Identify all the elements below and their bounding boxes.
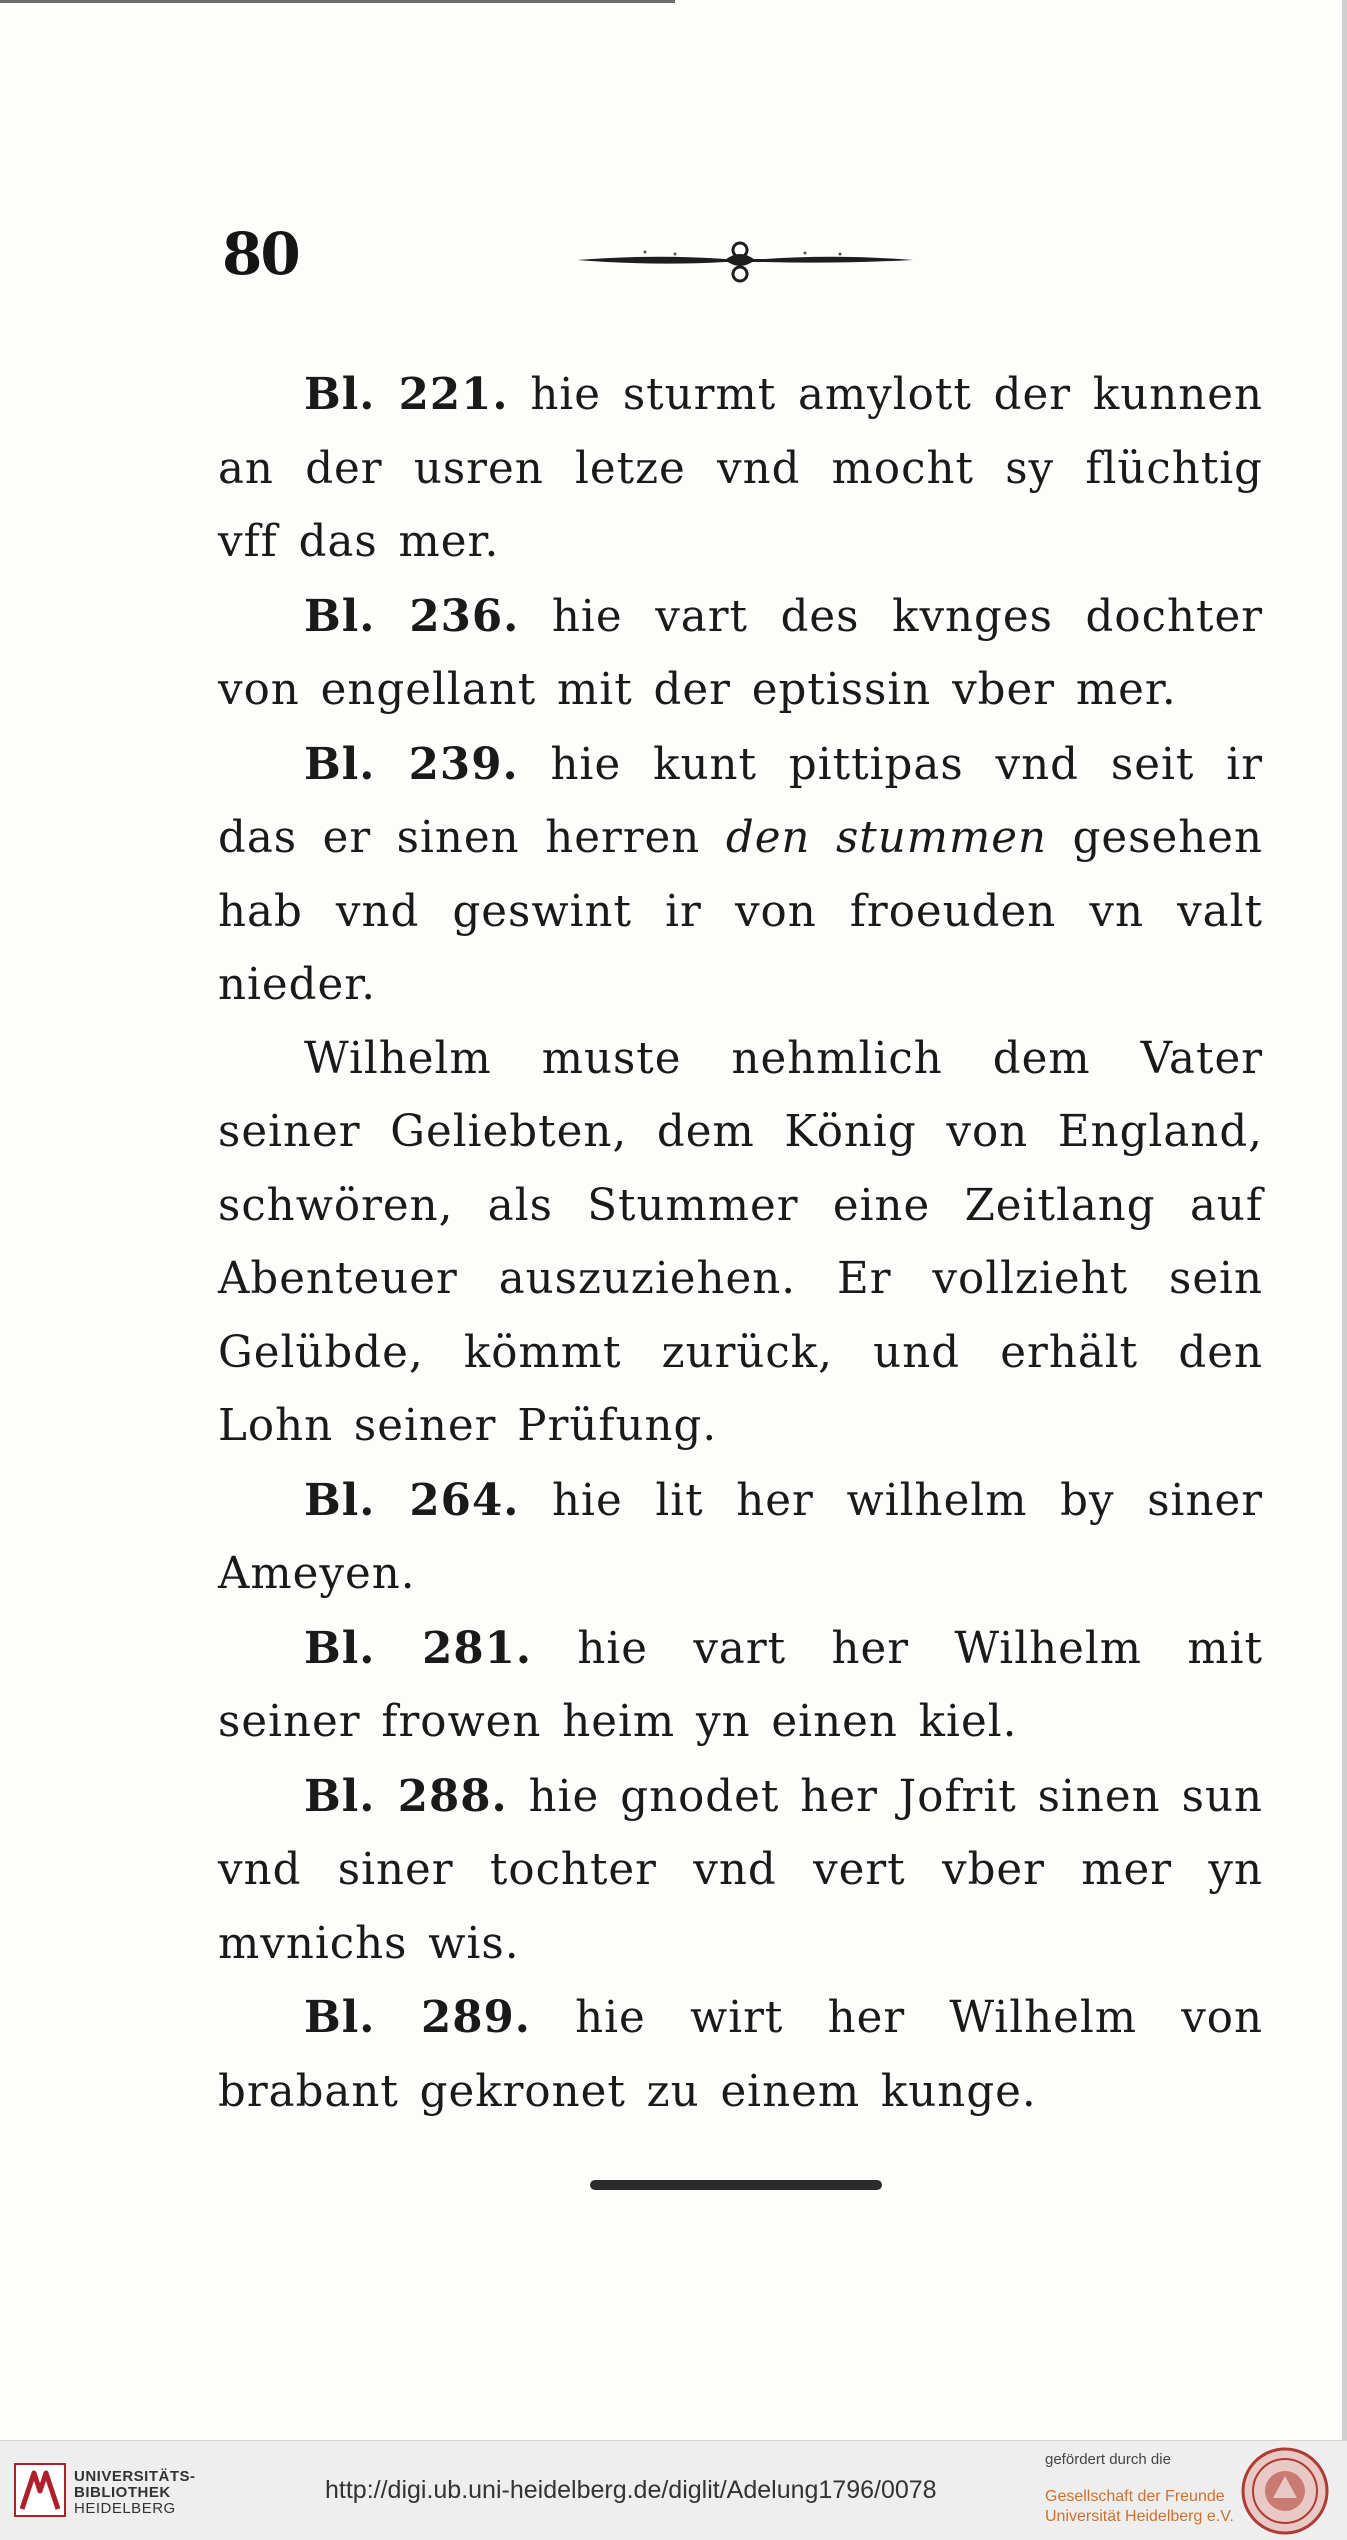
library-name[interactable] [74,2469,196,2517]
paragraph-text: hie vart des kvnges dochter von engellant mit der eptissin vber mer. [218,591,1263,715]
paragraph-bl-281 [218,1612,1263,1760]
folio-ref: Bl. 288. [304,1770,508,1822]
viewer-footer-bar [0,2440,1347,2540]
paragraph-text: hie lit her wilhelm by siner Ameyen. [218,1475,1263,1599]
folio-ref: Bl. 281. [304,1622,533,1674]
library-name-line: UNIVERSITÄTS- [74,2468,196,2485]
sponsor-name-line: Universität Heidelberg e.V. [1045,2508,1234,2525]
italic-phrase: den stummen [725,813,1048,863]
scan-right-edge [1342,0,1347,2440]
body-text [218,358,1263,2129]
ornament-rule-icon [575,232,915,288]
paragraph-bl-264 [218,1464,1263,1612]
folio-ref: Bl. 264. [304,1474,520,1526]
folio-ref: Bl. 289. [304,1992,531,2043]
paragraph-text: hie wirt her Wilhelm von brabant gekronet zu einem kunge. [218,1993,1263,2117]
library-name-line: BIBLIOTHEK [74,2484,171,2501]
paragraph-text: hie sturmt amylott der kunnen an der usren letze vnd mocht sy flüchtig vff das mer. [218,370,1264,567]
scan-top-edge [0,0,675,3]
paragraph-bl-236 [218,580,1263,728]
paragraph-text: hie kunt pittipas vnd seit ir das er sinen herren [218,739,1263,863]
paragraph-text: hie vart her Wilhelm mit seiner frowen heim yn einen kiel. [218,1623,1263,1747]
paragraph-commentary [218,1023,1263,1464]
paragraph-bl-288 [218,1760,1263,1982]
paragraph-bl-239 [218,728,1263,1023]
paragraph-bl-221 [218,358,1263,580]
folio-ref: Bl. 236. [304,590,520,642]
ub-heidelberg-logo-icon[interactable] [14,2463,66,2517]
closing-rule [590,2180,882,2190]
permalink-url[interactable]: http://digi.ub.uni-heidelberg.de/diglit/Adelung1796/0078 [325,2476,937,2504]
library-name-line: HEIDELBERG [74,2500,176,2517]
sponsor-name-line: Gesellschaft der Freunde [1045,2488,1225,2505]
paragraph-text: hie gnodet her Jofrit sinen sun vnd siner tochter vnd vert vber mer yn mvnichs wis. [218,1771,1263,1969]
paragraph-text: Wilhelm muste nehmlich dem Vater seiner Geliebten, dem König von England, schwören, als Stummer eine Zeitlang auf Abenteuer auszuziehen. Er vollzieht sein Gelübde, kömmt zurück, und erhält den Lohn seiner Prüfung. [218,1033,1263,1451]
paragraph-bl-289 [218,1981,1263,2129]
sponsor-caption: gefördert durch die [1045,2451,1171,2468]
sponsor-name[interactable] [1045,2487,1234,2527]
folio-ref: Bl. 239. [304,738,519,790]
folio-ref: Bl. 221. [304,369,509,420]
paragraph-text: gesehen hab vnd geswint ir von froeuden vn valt nieder. [218,813,1263,1010]
university-seal-icon [1240,2446,1330,2536]
page-number: 80 [222,220,299,288]
